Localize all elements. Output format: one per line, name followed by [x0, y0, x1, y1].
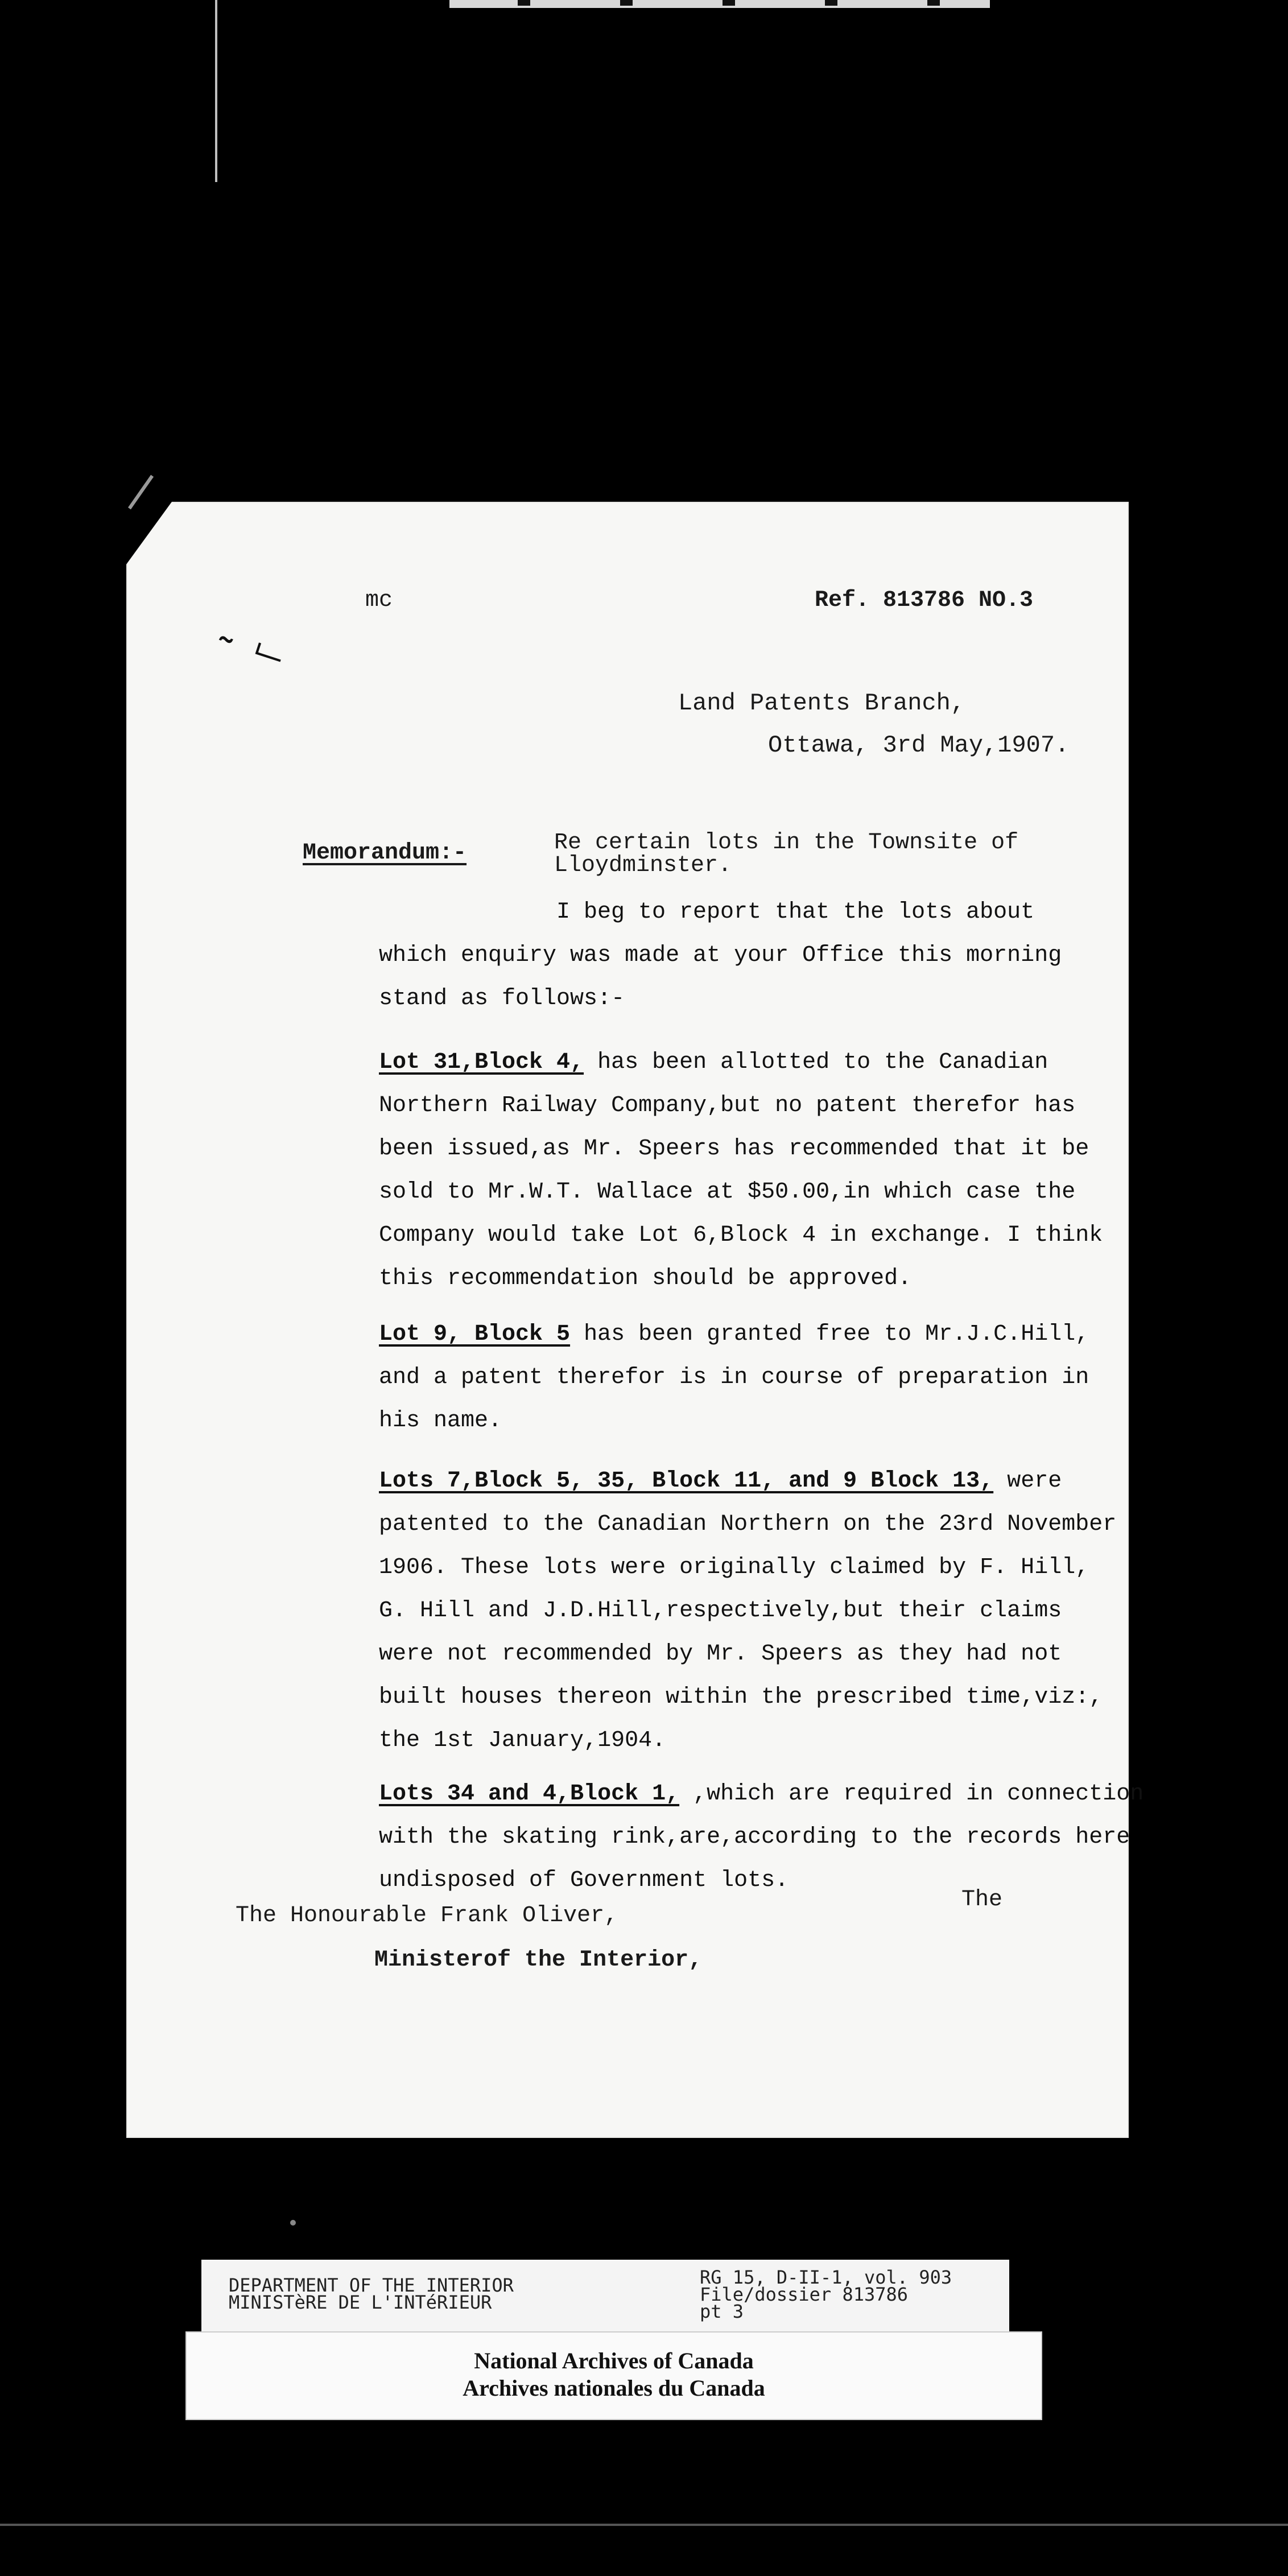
- paragraph-line: Company would take Lot 6,Block 4 in exchange. I think: [379, 1223, 1103, 1248]
- film-edge-line: [215, 0, 217, 182]
- archive-label: [185, 2331, 1042, 2420]
- addressee-title: Ministerof the Interior,: [374, 1947, 703, 1973]
- folded-corner: [126, 502, 172, 564]
- addressee-name: The Honourable Frank Oliver,: [236, 1903, 618, 1929]
- lots-34-4-paragraph: [379, 1773, 1144, 1902]
- record-group: RG 15, D-II-1, vol. 903: [700, 2267, 952, 2288]
- film-bottom-rule: [0, 2524, 1288, 2526]
- paragraph-line: patented to the Canadian Northern on the 23rd November: [379, 1512, 1117, 1537]
- place-date: Ottawa, 3rd May,1907.: [768, 732, 1070, 759]
- paragraph-line: been issued,as Mr. Speers has recommended that it be: [379, 1136, 1089, 1162]
- typist-initials: mc: [365, 588, 393, 613]
- paragraph-line: undisposed of Government lots.: [379, 1868, 789, 1893]
- paragraph-line: the 1st January,1904.: [379, 1728, 666, 1753]
- paragraph-line: his name.: [379, 1408, 502, 1434]
- paragraph-line: and a patent therefor is in course of preparation in: [379, 1365, 1089, 1390]
- film-strip-top: [449, 0, 990, 8]
- paragraph-line: this recommendation should be approved.: [379, 1266, 912, 1291]
- archive-name-fr: Archives nationales du Canada: [463, 2375, 765, 2401]
- record-reference-block: [700, 2269, 952, 2320]
- paragraph-line: ,which are required in connection: [679, 1781, 1144, 1807]
- file-part: pt 3: [700, 2301, 744, 2322]
- intro-paragraph: [379, 891, 1118, 1021]
- pen-mark: ˜ ﹂: [205, 630, 292, 692]
- film-sprocket: [518, 0, 530, 6]
- film-sprocket: [825, 0, 837, 6]
- department-fr: MINISTèRE DE L'INTéRIEUR: [229, 2292, 492, 2313]
- file-number: File/dossier 813786: [700, 2284, 909, 2305]
- paragraph-line: were: [993, 1468, 1062, 1494]
- lot-heading: Lot 9, Block 5: [379, 1322, 571, 1347]
- department-block: [229, 2274, 514, 2313]
- archival-stamp: [201, 2260, 1009, 2336]
- lot-31-paragraph: [379, 1041, 1118, 1301]
- department-en: DEPARTMENT OF THE INTERIOR: [229, 2274, 514, 2296]
- lot-heading: Lots 7,Block 5, 35, Block 11, and 9 Block 13,: [379, 1468, 994, 1494]
- paragraph-line: built houses thereon within the prescribed time,viz:,: [379, 1685, 1103, 1710]
- paragraph-line: has been granted free to Mr.J.C.Hill,: [570, 1322, 1089, 1347]
- paragraph-line: 1906. These lots were originally claimed by F. Hill,: [379, 1555, 1089, 1580]
- paragraph-line: sold to Mr.W.T. Wallace at $50.00,in which case the: [379, 1179, 1076, 1205]
- film-sprocket: [620, 0, 633, 6]
- film-sprocket: [723, 0, 735, 6]
- file-reference: Ref. 813786 NO.3: [815, 588, 1034, 613]
- intro-line: stand as follows:-: [379, 986, 625, 1012]
- paragraph-line: were not recommended by Mr. Speers as they had not: [379, 1641, 1062, 1667]
- film-speck: [290, 2220, 296, 2226]
- memo-subject: Re certain lots in the Townsite of Lloydminster.: [554, 830, 1019, 878]
- intro-line: which enquiry was made at your Office this morning: [379, 943, 1062, 968]
- archive-name-en: National Archives of Canada: [474, 2348, 754, 2373]
- film-sprocket: [927, 0, 940, 6]
- lots-7-35-9-paragraph: [379, 1460, 1118, 1762]
- branch-name: Land Patents Branch,: [678, 690, 965, 717]
- lot-9-paragraph: [379, 1313, 1118, 1443]
- lot-heading: Lot 31,Block 4,: [379, 1050, 584, 1075]
- lot-heading: Lots 34 and 4,Block 1,: [379, 1781, 680, 1807]
- continuation-word: The: [961, 1887, 1003, 1913]
- paragraph-line: has been allotted to the Canadian: [584, 1050, 1048, 1075]
- memorandum-label: Memorandum:-: [303, 840, 467, 866]
- paragraph-line: G. Hill and J.D.Hill,respectively,but their claims: [379, 1598, 1062, 1624]
- intro-line: I beg to report that the lots about: [556, 899, 1035, 925]
- paragraph-line: Northern Railway Company,but no patent therefor has: [379, 1093, 1076, 1118]
- paragraph-line: with the skating rink,are,according to the records here: [379, 1824, 1130, 1850]
